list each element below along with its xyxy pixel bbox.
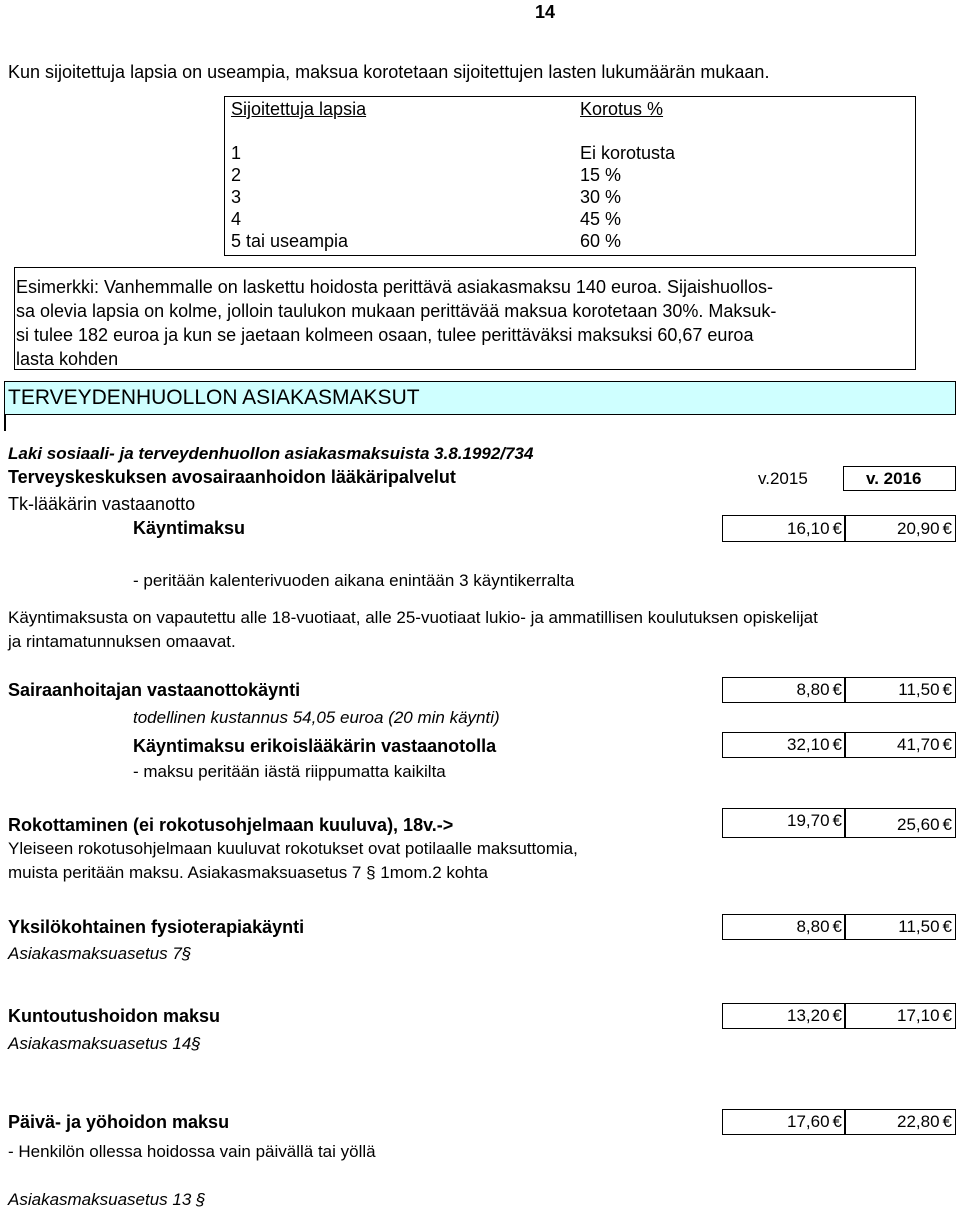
kayntimaksu-2016: 20,90 <box>896 519 940 538</box>
nurse-2015: 8,80 <box>796 680 830 699</box>
euro-icon: € <box>832 1112 842 1131</box>
kayntimaksu-note: - peritään kalenterivuoden aikana enintään 3 käyntikerralta <box>133 571 575 590</box>
physio-2015: 8,80 <box>796 917 830 936</box>
divider <box>4 415 6 431</box>
euro-icon: € <box>832 811 842 830</box>
euro-icon: € <box>832 1006 842 1025</box>
euro-icon: € <box>942 680 952 699</box>
physio-note: Asiakasmaksuasetus 7§ <box>8 944 192 963</box>
vaccination-note: muista peritään maksu. Asiakasmaksuasetus 7 § 1mom.2 kohta <box>8 863 489 882</box>
vaccination-2015: 19,70 <box>786 811 830 830</box>
law-reference: Laki sosiaali- ja terveydenhuollon asiakasmaksuista 3.8.1992/734 <box>8 444 534 463</box>
daynight-label: Päivä- ja yöhoidon maksu <box>8 1112 230 1132</box>
euro-icon: € <box>832 735 842 754</box>
page-number: 14 <box>535 2 556 22</box>
daynight-note: Asiakasmaksuasetus 13 § <box>8 1190 206 1209</box>
table-cell-children: 2 <box>231 165 242 185</box>
rehab-2015: 13,20 <box>786 1006 830 1025</box>
table-cell-increase: 15 % <box>580 165 622 185</box>
table-cell-children: 4 <box>231 209 242 229</box>
daynight-values <box>722 1109 956 1135</box>
physio-values <box>722 914 956 940</box>
euro-icon: € <box>942 735 952 754</box>
table-cell-increase: 60 % <box>580 231 622 251</box>
physio-2016: 11,50 <box>898 917 940 936</box>
kayntimaksu-2015: 16,10 <box>786 519 830 538</box>
euro-icon: € <box>832 519 842 538</box>
nurse-2016: 11,50 <box>898 680 940 699</box>
rehab-values <box>722 1003 956 1029</box>
rehab-label: Kuntoutushoidon maksu <box>8 1006 220 1026</box>
vaccination-2016: 25,60 <box>896 815 940 834</box>
intro-text: Kun sijoitettuja lapsia on useampia, maksua korotetaan sijoitettujen lasten lukumäärän mukaan. <box>8 62 770 82</box>
example-line: lasta kohden <box>16 349 119 369</box>
table-cell-increase: 30 % <box>580 187 622 207</box>
year-2016-header: v. 2016 <box>866 469 922 488</box>
kayntimaksu-values <box>722 515 956 542</box>
euro-icon: € <box>942 1112 952 1131</box>
vaccination-note: Yleiseen rokotusohjelmaan kuuluvat rokotukset ovat potilaalle maksuttomia, <box>8 839 578 858</box>
section-title: TERVEYDENHUOLLON ASIAKASMAKSUT <box>8 386 420 409</box>
example-line: si tulee 182 euroa ja kun se jaetaan kolmeen osaan, tulee perittäväksi maksuksi 60,67 euroa <box>16 325 754 345</box>
specialist-note: - maksu peritään iästä riippumatta kaikilta <box>133 762 446 781</box>
euro-icon: € <box>832 680 842 699</box>
vaccination-values <box>722 808 956 838</box>
kayntimaksu-label: Käyntimaksu <box>133 518 246 538</box>
daynight-2015: 17,60 <box>786 1112 830 1131</box>
subsection-title: Terveyskeskuksen avosairaanhoidon lääkäripalvelut <box>8 467 456 487</box>
euro-icon: € <box>942 917 952 936</box>
specialist-values <box>722 732 956 758</box>
euro-icon: € <box>942 815 952 834</box>
nurse-note: todellinen kustannus 54,05 euroa (20 min käynti) <box>133 708 500 727</box>
euro-icon: € <box>942 519 952 538</box>
table-header-increase: Korotus % <box>580 99 664 119</box>
specialist-2016: 41,70 <box>896 735 940 754</box>
daynight-2016: 22,80 <box>896 1112 940 1131</box>
exemption-line: ja rintamatunnuksen omaavat. <box>8 632 236 651</box>
table-cell-children: 3 <box>231 187 242 207</box>
table-header-children: Sijoitettuja lapsia <box>231 99 367 119</box>
exemption-line: Käyntimaksusta on vapautettu alle 18-vuotiaat, alle 25-vuotiaat lukio- ja ammatillisen koulutuksen opiskelijat <box>8 608 818 627</box>
table-cell-increase: Ei korotusta <box>580 143 676 163</box>
example-line: Esimerkki: Vanhemmalle on laskettu hoidosta perittävä asiakasmaksu 140 euroa. Sijaishuollos- <box>16 277 774 297</box>
nurse-values <box>722 677 956 703</box>
vaccination-label: Rokottaminen (ei rokotusohjelmaan kuuluva), 18v.-> <box>8 815 454 835</box>
year-2015-header: v.2015 <box>758 469 808 488</box>
euro-icon: € <box>832 917 842 936</box>
physio-label: Yksilökohtainen fysioterapiakäynti <box>8 917 305 937</box>
nurse-label: Sairaanhoitajan vastaanottokäynti <box>8 680 301 700</box>
rehab-2016: 17,10 <box>896 1006 940 1025</box>
table-cell-children: 1 <box>231 143 242 163</box>
specialist-label: Käyntimaksu erikoislääkärin vastaanotolla <box>133 736 497 756</box>
daynight-note: - Henkilön ollessa hoidossa vain päivällä tai yöllä <box>8 1142 376 1161</box>
example-line: sa olevia lapsia on kolme, jolloin taulukon mukaan perittävää maksua korotetaan 30%. Maksuk- <box>16 301 777 321</box>
table-cell-increase: 45 % <box>580 209 622 229</box>
euro-icon: € <box>942 1006 952 1025</box>
tk-label: Tk-lääkärin vastaanotto <box>8 494 196 514</box>
rehab-note: Asiakasmaksuasetus 14§ <box>8 1034 201 1053</box>
table-cell-children: 5 tai useampia <box>231 231 349 251</box>
specialist-2015: 32,10 <box>786 735 830 754</box>
